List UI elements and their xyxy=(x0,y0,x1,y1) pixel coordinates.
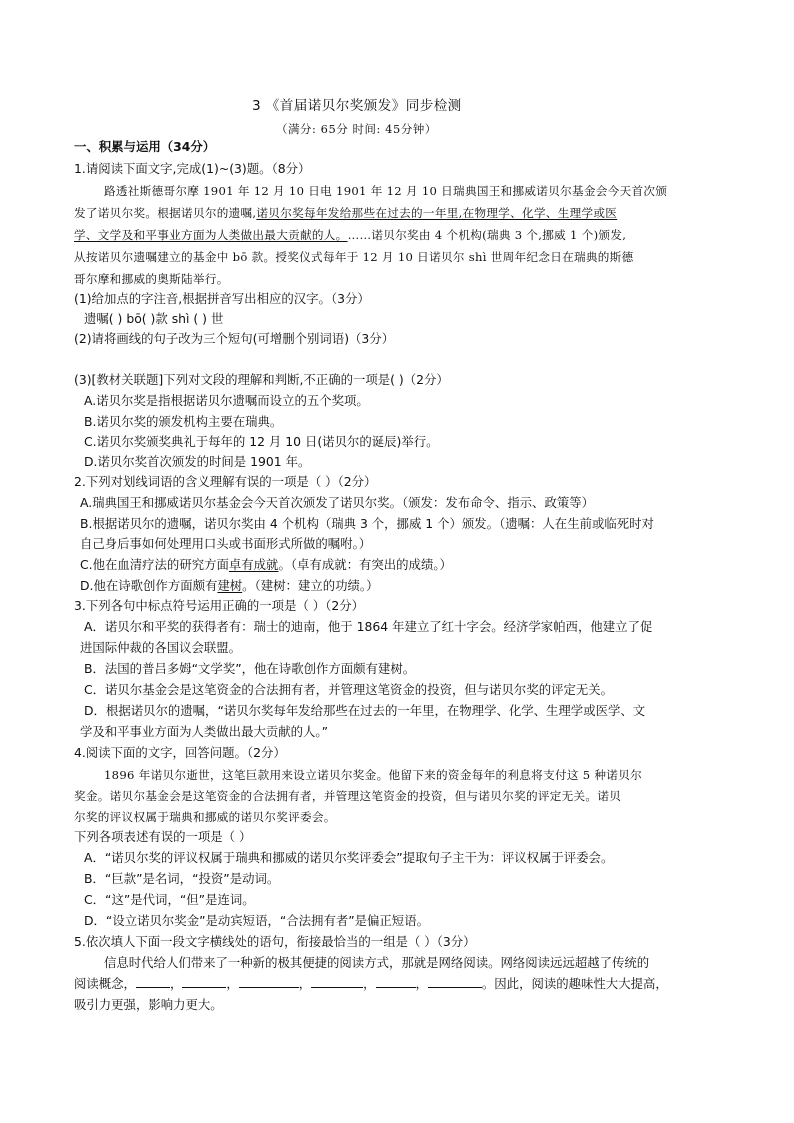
q4-stem: 4.阅读下面的文字，回答问题。（2分） xyxy=(74,745,286,760)
option-b: B．“巨款”是名词，“投资”是动词。 xyxy=(84,871,280,886)
q1-passage-line: 哥尔摩和挪威的奥斯陆举行。 xyxy=(74,272,229,286)
q1-passage-line: 路透社斯德哥尔摩 1901 年 12 月 10 日电 1901 年 12 月 10 日瑞典国王和挪威诺贝尔基金会今天首次颁 xyxy=(104,184,668,198)
option-a: A．“诺贝尔奖的评议权属于瑞典和挪威的诺贝尔奖评委会”提取句子主干为：评议权属于评委会。 xyxy=(84,850,614,865)
passage-text: 阅读概念， xyxy=(74,976,136,991)
option-d xyxy=(80,577,378,595)
option-text: 。（卓有成就：有突出的成绩。） xyxy=(278,557,452,572)
q4-passage-line: 尔奖的评议权属于瑞典和挪威的诺贝尔奖评委会。 xyxy=(74,810,336,824)
option-c xyxy=(80,556,452,574)
comma: ， xyxy=(226,976,239,991)
page-title: 3 《首届诺贝尔奖颁发》同步检测 xyxy=(252,98,462,114)
q1-stem: 1.请阅读下面文字,完成(1)~(3)题。（8分） xyxy=(74,161,311,176)
fill-blank[interactable] xyxy=(428,975,482,988)
option-c: C．“这”是代词，“但”是连词。 xyxy=(84,892,255,907)
option-c: C.诺贝尔奖颁奖典礼于每年的 12 月 10 日(诺贝尔的诞辰)举行。 xyxy=(84,434,439,449)
option-d-continued: 学及和平事业方面为人类做出最大贡献的人。” xyxy=(80,724,329,739)
q4-question: 下列各项表述有误的一项是（ ） xyxy=(74,829,252,844)
q1-sub1-answer-line: 遗嘱( ) bō( )款 shì ( ) 世 xyxy=(84,311,224,326)
q4-passage-line: 1896 年诺贝尔逝世，这笔巨款用来设立诺贝尔奖金。他留下来的资金每年的利息将支付这 5 种诺贝尔 xyxy=(104,768,642,782)
underlined-word: 卓有成就 xyxy=(228,557,279,572)
option-b-continued: 自己身后事如何处理用口头或书面形式所做的嘱咐。） xyxy=(80,536,372,551)
q5-passage-line xyxy=(74,975,668,993)
option-d: D．根据诺贝尔的遗嘱，“诺贝尔奖每年发给那些在过去的一年里，在物理学、化学、生理学或医学、文 xyxy=(84,703,646,718)
section-heading: 一、积累与运用（34分） xyxy=(74,139,216,154)
option-a: A.诺贝尔奖是指根据诺贝尔遗嘱而设立的五个奖项。 xyxy=(84,393,369,408)
underlined-sentence: 学、文学及和平事业方面为人类做出最大贡献的人。 xyxy=(74,228,348,242)
underlined-word: 建树 xyxy=(217,578,243,593)
q1-sub2-stem: (2)请将画线的句子改为三个短句(可增删个别词语)（3分） xyxy=(74,331,395,346)
q5-passage-line: 吸引力更强，影响力更大。 xyxy=(74,997,223,1012)
option-d: D.诺贝尔奖首次颁发的时间是 1901 年。 xyxy=(84,454,311,469)
q1-sub3-stem: (3)[教材关联题]下列对文段的理解和判断,不正确的一项是( )（2分） xyxy=(74,372,449,387)
option-text: C.他在血清疗法的研究方面 xyxy=(80,557,229,572)
page-subtitle: （满分: 65分 时间: 45分钟） xyxy=(276,122,437,136)
fill-blank[interactable] xyxy=(182,975,226,988)
fill-blank[interactable] xyxy=(136,975,170,988)
q1-passage-line xyxy=(74,226,626,244)
q2-stem: 2.下列对划线词语的含义理解有误的一项是（ ）（2分） xyxy=(74,474,377,489)
fill-blank[interactable] xyxy=(376,975,416,988)
option-d: D．“设立诺贝尔奖金”是动宾短语，“合法拥有者”是偏正短语。 xyxy=(84,913,429,928)
option-text: 。（建树：建立的功绩。） xyxy=(242,578,379,593)
option-a-continued: 进国际仲裁的各国议会联盟。 xyxy=(80,640,242,655)
option-b: B．法国的普吕多姆“文学奖”，他在诗歌创作方面颇有建树。 xyxy=(84,661,416,676)
comma: ， xyxy=(363,976,376,991)
option-text: D.他在诗歌创作方面颇有 xyxy=(80,578,218,593)
option-b: B.根据诺贝尔的遗嘱，诺贝尔奖由 4 个机构（瑞典 3 个，挪威 1 个）颁发。（遗嘱：人在生前或临死时对 xyxy=(80,516,654,531)
passage-text: 发了诺贝尔奖。根据诺贝尔的遗嘱, xyxy=(74,206,257,220)
option-a: A.瑞典国王和挪威诺贝尔基金会今天首次颁发了诺贝尔奖。（颁发：发布命令、指示、政策等） xyxy=(80,495,595,510)
passage-text: ……诺贝尔奖由 4 个机构(瑞典 3 个,挪威 1 个)颁发, xyxy=(347,228,627,242)
comma: ， xyxy=(298,976,312,991)
option-c: C．诺贝尔基金会是这笔资金的合法拥有者，并管理这笔资金的投资，但与诺贝尔奖的评定无关。 xyxy=(84,682,614,697)
q5-stem: 5.依次填人下面一段文字横线处的语句，衔接最恰当的一组是（ ）（3分） xyxy=(74,934,476,949)
q1-passage-line xyxy=(74,204,617,222)
q1-sub1-stem: (1)给加点的字注音,根据拼音写出相应的汉字。（3分） xyxy=(74,291,370,306)
option-b: B.诺贝尔奖的颁发机构主要在瑞典。 xyxy=(84,414,283,429)
q5-passage-line: 信息时代给人们带来了一种新的极其便捷的阅读方式，那就是网络阅读。网络阅读远远超越了传统的 xyxy=(104,955,650,970)
q4-passage-line: 奖金。诺贝尔基金会是这笔资金的合法拥有者，并管理这笔资金的投资，但与诺贝尔奖的评定无关。诺贝 xyxy=(74,789,622,803)
passage-text: 。因此，阅读的趣味性大大提高， xyxy=(481,976,668,991)
comma: ， xyxy=(169,976,183,991)
q1-passage-line: 从按诺贝尔遗嘱建立的基金中 bō 款。授奖仪式每年于 12 月 10 日诺贝尔 shì 世周年纪念日在瑞典的斯德 xyxy=(74,250,634,264)
underlined-sentence: 诺贝尔奖每年发给那些在过去的一年里,在物理学、化学、生理学或医 xyxy=(256,206,618,220)
q3-stem: 3.下列各句中标点符号运用正确的一项是（ ）（2分） xyxy=(74,598,365,613)
fill-blank[interactable] xyxy=(239,975,299,988)
comma: ， xyxy=(415,976,428,991)
option-a: A．诺贝尔和平奖的获得者有：瑞士的迪南，他于 1864 年建立了红十字会。经济学家帕西，他建立了促 xyxy=(84,619,653,634)
fill-blank[interactable] xyxy=(311,975,363,988)
